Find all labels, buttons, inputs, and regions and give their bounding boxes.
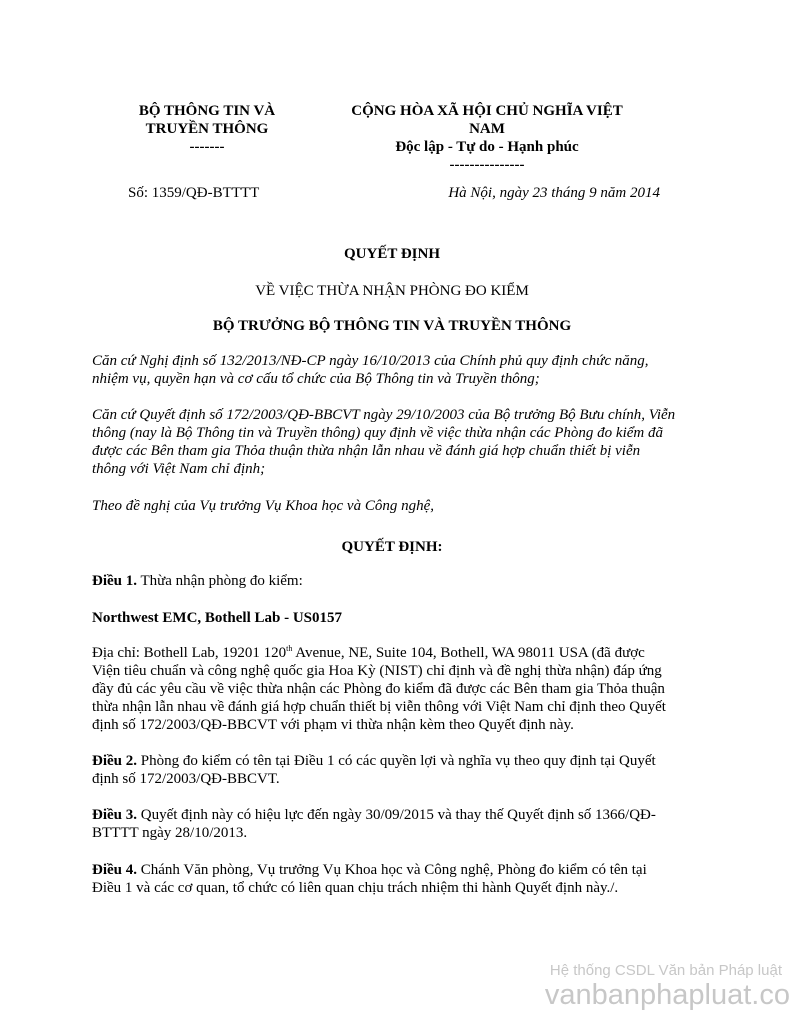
preamble-line: thông (nay là Bộ Thông tin và Truyền thông) quy định về việc thừa nhận các Phòng đo kiểm đã bbox=[92, 425, 663, 441]
article-3 bbox=[92, 806, 692, 842]
preamble-line: thông với Việt Nam chỉ định; bbox=[92, 461, 266, 477]
nation-block bbox=[328, 102, 646, 174]
nation-name-line1: CỘNG HÒA XÃ HỘI CHỦ NGHĨA VIỆT bbox=[351, 103, 623, 119]
address-ordinal-suffix: th bbox=[286, 644, 293, 653]
issuing-authority: BỘ TRƯỞNG BỘ THÔNG TIN VÀ TRUYỀN THÔNG bbox=[212, 318, 572, 334]
article-1-text: Thừa nhận phòng đo kiểm: bbox=[137, 573, 303, 589]
preamble-line: nhiệm vụ, quyền hạn và cơ cấu tổ chức của Bộ Thông tin và Truyền thông; bbox=[92, 371, 540, 387]
address-first-line bbox=[92, 644, 692, 662]
preamble-line: được các Bên tham gia Thỏa thuận thừa nhận lẫn nhau về đánh giá hợp chuẩn thiết bị viễn bbox=[92, 443, 641, 459]
article-3-text: Quyết định này có hiệu lực đến ngày 30/09/2015 và thay thế Quyết định số 1366/QĐ- bbox=[137, 807, 656, 823]
article-1 bbox=[92, 572, 692, 590]
article-3-label: Điều 3. bbox=[92, 807, 137, 823]
decision-heading: QUYẾT ĐỊNH: bbox=[341, 539, 443, 555]
document-type-title: QUYẾT ĐỊNH bbox=[344, 246, 440, 262]
ministry-name-line2: TRUYỀN THÔNG bbox=[145, 121, 269, 137]
nation-name-line2: NAM bbox=[469, 121, 505, 137]
preamble-decision bbox=[92, 406, 692, 478]
address-rest: Avenue, NE, Suite 104, Bothell, WA 98011 USA (đã được bbox=[292, 645, 645, 661]
address-line: định số 172/2003/QĐ-BBCVT với phạm vi thừa nhận kèm theo Quyết định này. bbox=[92, 717, 574, 733]
article-4 bbox=[92, 861, 692, 897]
ministry-name-line1: BỘ THÔNG TIN VÀ bbox=[138, 103, 276, 119]
address-line: thừa nhận lẫn nhau về đánh giá hợp chuẩn thiết bị viễn thông với Việt Nam chỉ định theo Quyết bbox=[92, 699, 666, 715]
article-2 bbox=[92, 752, 692, 788]
article-1-label: Điều 1. bbox=[92, 573, 137, 589]
article-4-line1 bbox=[92, 861, 692, 879]
address-line: đầy đủ các yêu cầu về việc thừa nhận các Phòng đo kiểm đã được các Bên tham gia Thỏa thuận bbox=[92, 681, 665, 697]
article-4-line2: Điều 1 và các cơ quan, tổ chức có liên quan chịu trách nhiệm thi hành Quyết định này./. bbox=[92, 880, 619, 896]
article-2-label: Điều 2. bbox=[92, 753, 137, 769]
article-2-line1 bbox=[92, 752, 692, 770]
document-subject: VỀ VIỆC THỪA NHẬN PHÒNG ĐO KIỂM bbox=[255, 283, 529, 299]
article-3-line2: BTTTT ngày 28/10/2013. bbox=[92, 825, 248, 841]
article-2-text: Phòng đo kiểm có tên tại Điều 1 có các quyền lợi và nghĩa vụ theo quy định tại Quyết bbox=[137, 753, 656, 769]
motto-rule: --------------- bbox=[449, 157, 525, 173]
ministry-block bbox=[118, 102, 296, 156]
lab-name: Northwest EMC, Bothell Lab - US0157 bbox=[92, 610, 342, 626]
preamble-line: Theo đề nghị của Vụ trưởng Vụ Khoa học và Công nghệ, bbox=[92, 498, 434, 514]
preamble-proposal bbox=[92, 497, 692, 515]
lab-address bbox=[92, 644, 692, 734]
preamble-line: Căn cứ Quyết định số 172/2003/QĐ-BBCVT ngày 29/10/2003 của Bộ trưởng Bộ Bưu chính, Viễn bbox=[92, 407, 676, 423]
preamble-line: Căn cứ Nghị định số 132/2013/NĐ-CP ngày 16/10/2013 của Chính phủ quy định chức năng, bbox=[92, 353, 649, 369]
document-number: Số: 1359/QĐ-BTTTT bbox=[128, 185, 260, 201]
address-line: Viện tiêu chuẩn và công nghệ quốc gia Hoa Kỳ (NIST) chỉ định và đề nghị thừa nhận) đáp ứng bbox=[92, 663, 662, 679]
place-date: Hà Nội, ngày 23 tháng 9 năm 2014 bbox=[448, 185, 660, 201]
watermark-domain: vanbanphapluat.co bbox=[544, 979, 790, 1011]
motto: Độc lập - Tự do - Hạnh phúc bbox=[395, 139, 579, 155]
watermark-caption: Hệ thống CSDL Văn bản Pháp luật bbox=[549, 962, 782, 979]
article-4-text: Chánh Văn phòng, Vụ trưởng Vụ Khoa học và Công nghệ, Phòng đo kiểm có tên tại bbox=[137, 862, 647, 878]
article-3-line1 bbox=[92, 806, 692, 824]
article-2-line2: định số 172/2003/QĐ-BBCVT. bbox=[92, 771, 280, 787]
address-start: Địa chỉ: Bothell Lab, 19201 120 bbox=[92, 645, 287, 661]
preamble-decree bbox=[92, 352, 692, 388]
article-4-label: Điều 4. bbox=[92, 862, 137, 878]
ministry-rule: ------- bbox=[189, 139, 225, 155]
